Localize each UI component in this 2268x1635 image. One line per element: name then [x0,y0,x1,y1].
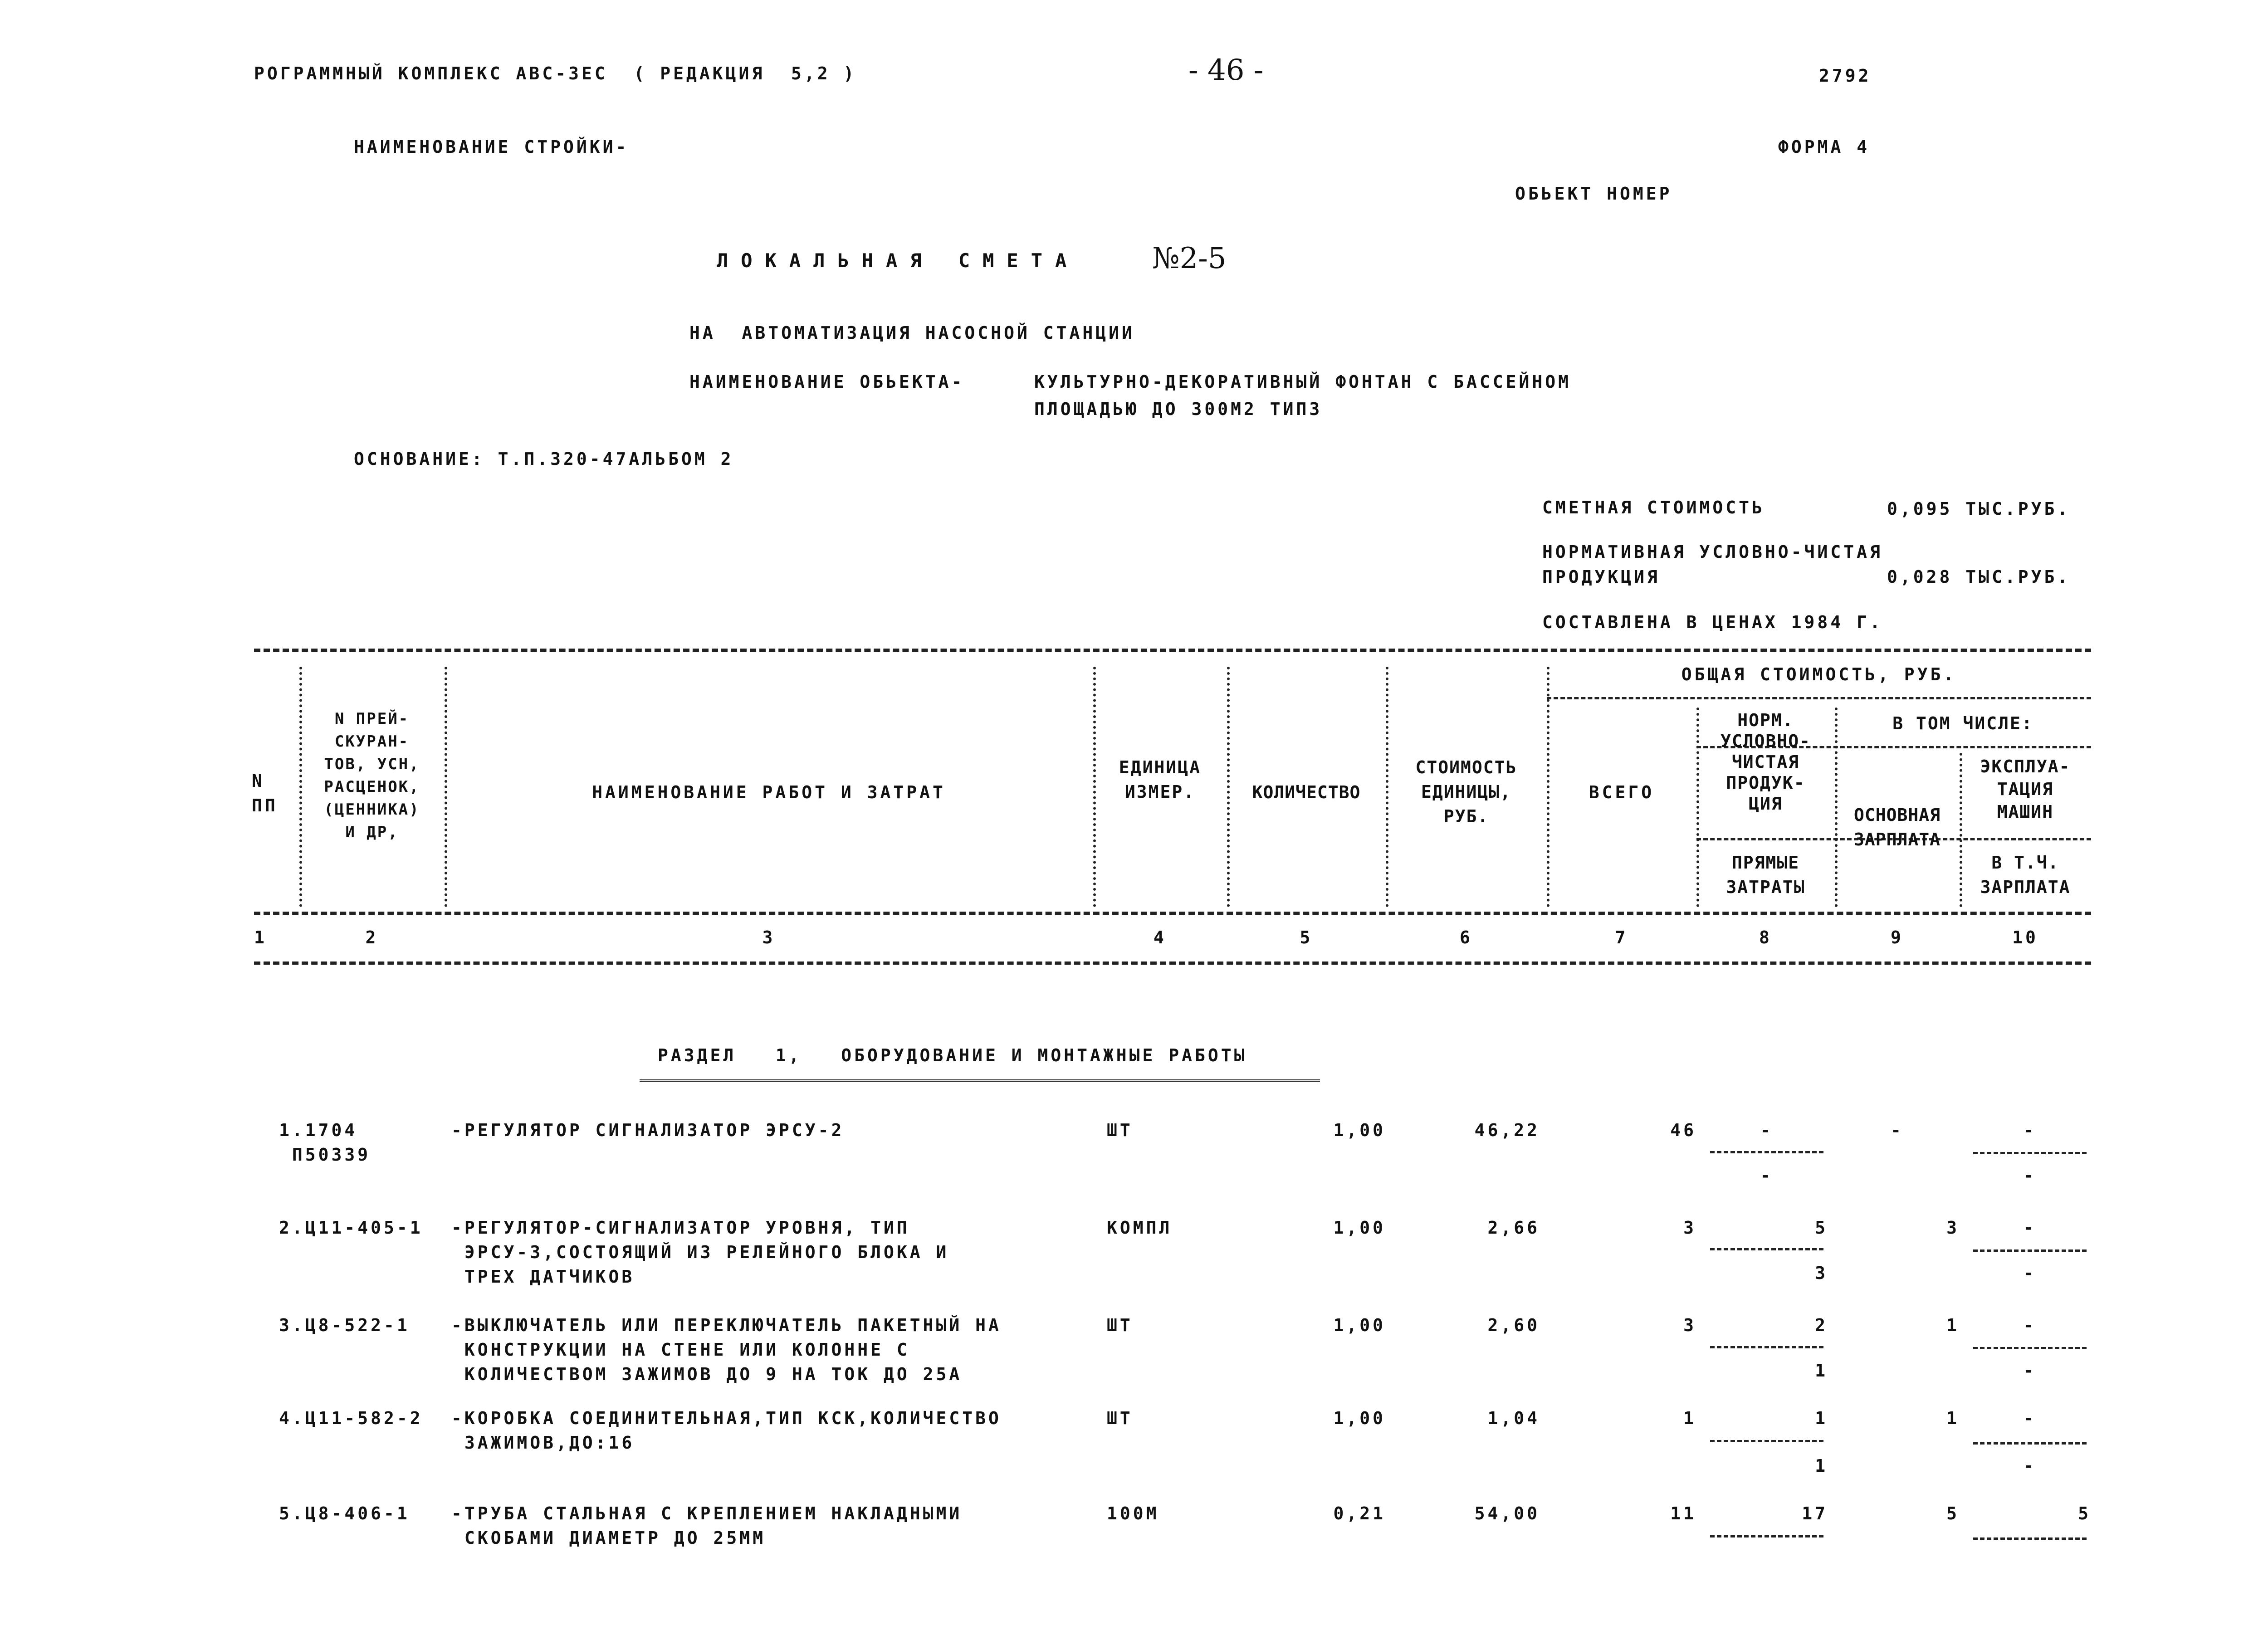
column-number-4: 4 [1154,927,1167,947]
column-number-2: 2 [365,927,379,947]
norm-production-value: 0,028 ТЫС.РУБ. [1887,567,2071,587]
row-unit-cost: 1,04 [1487,1408,1540,1428]
fraction-line [1973,1249,2087,1252]
row-unit-cost: 46,22 [1474,1120,1540,1140]
row-machine-wage: - [2023,1456,2037,1476]
row-code: 2.Ц11-405-1 [279,1218,423,1238]
row-total: 3 [1683,1218,1696,1238]
row-code: 3.Ц8-522-1 [279,1315,410,1335]
row-work-name: -РЕГУЛЯТОР СИГНАЛИЗАТОР ЭРСУ-2 [451,1120,845,1140]
row-total: 3 [1683,1315,1696,1335]
object-number-label: ОБЬЕКТ НОМЕР [1515,184,1672,204]
estimate-title: ЛОКАЛЬНАЯ СМЕТА [717,249,1080,272]
row-machine-operation: - [2023,1218,2037,1238]
table-number-row-rule [254,961,2091,965]
column-number-10: 10 [2012,927,2038,947]
row-norm-production: - [1760,1120,1774,1140]
col-total-header: ВСЕГО [1589,782,1655,802]
estimate-number: №2-5 [1152,242,1227,275]
column-number-9: 9 [1891,927,1904,947]
row-direct-costs: 1 [1815,1456,1828,1476]
row-unit: КОМПЛ [1107,1218,1173,1238]
row-unit: ШТ [1107,1315,1133,1335]
column-number-8: 8 [1759,927,1772,947]
row-norm-production: 17 [1802,1503,1828,1523]
total-cost-group-header: ОБЩАЯ СТОИМОСТЬ, РУБ. [1681,664,1957,684]
total-group-rule [1547,697,2091,699]
estimated-cost-label: СМЕТНАЯ СТОИМОСТЬ [1542,498,1765,517]
fraction-line [1710,1248,1823,1250]
col-norm-production-header: НОРМ. УСЛОВНО- ЧИСТАЯ ПРОДУК- ЦИЯ [1720,710,1811,814]
fraction-line [1710,1346,1823,1348]
row-unit-cost: 54,00 [1474,1503,1540,1523]
row-machine-operation: - [2023,1408,2037,1428]
row-work-name: -ТРУБА СТАЛЬНАЯ С КРЕПЛЕНИЕМ НАКЛАДНЫМИ СКОБАМИ ДИАМЕТР ДО 25ММ [451,1503,963,1548]
row-base-wage: 3 [1946,1218,1960,1238]
row-work-name: -РЕГУЛЯТОР-СИГНАЛИЗАТОР УРОВНЯ, ТИП ЭРСУ-3,СОСТОЯЩИЙ ИЗ РЕЛЕЙНОГО БЛОКА И ТРЕХ ДАТЧИКОВ [451,1218,949,1287]
col-unit-cost-header: СТОИМОСТЬ ЕДИНИЦЫ, РУБ. [1415,757,1517,826]
fraction-line [1973,1442,2087,1445]
row-unit: ШТ [1107,1120,1133,1140]
norm-production-label-1: НОРМАТИВНАЯ УСЛОВНО-ЧИСТАЯ [1542,542,1883,562]
row-machine-operation: - [2023,1120,2037,1140]
row-norm-production: 2 [1815,1315,1828,1335]
row-norm-production: 1 [1815,1408,1828,1428]
row-machine-wage: - [2023,1361,2037,1381]
row-machine-wage: - [2023,1263,2037,1283]
column-number-1: 1 [254,927,267,947]
column-number-6: 6 [1460,927,1473,947]
estimated-cost-value: 0,095 ТЫС.РУБ. [1887,499,2071,519]
row-direct-costs: - [1760,1166,1774,1186]
col-machine-operation-header: ЭКСПЛУА- ТАЦИЯ МАШИН [1980,756,2071,822]
column-separator [445,667,447,907]
row-name-label: НАИМЕНОВАНИЕ СТРОЙКИ- [354,137,629,157]
column-number-3: 3 [762,927,776,947]
row-quantity: 1,00 [1333,1120,1386,1140]
row-norm-production: 5 [1815,1218,1828,1238]
row-base-wage: 5 [1946,1503,1960,1523]
row-code: 4.Ц11-582-2 [279,1408,423,1428]
row-machine-wage: - [2023,1166,2037,1186]
row-direct-costs: 3 [1815,1263,1828,1283]
form-label: ФОРМА 4 [1778,137,1870,157]
row-base-wage: - [1891,1120,1904,1140]
column-number-5: 5 [1300,927,1313,947]
page-number: - 46 - [1188,54,1264,87]
row-quantity: 1,00 [1333,1408,1386,1428]
row-total: 1 [1683,1408,1696,1428]
row-code: 1.1704 П50339 [279,1120,371,1165]
norm-production-label-2: ПРОДУКЦИЯ [1542,567,1660,587]
fraction-line [1710,1535,1823,1537]
fraction-line [1710,1151,1823,1153]
row-code: 5.Ц8-406-1 [279,1503,410,1523]
prices-year: СОСТАВЛЕНА В ЦЕНАХ 1984 Г. [1542,612,1883,632]
row-quantity: 1,00 [1333,1218,1386,1238]
col-number-header: N ПП [252,771,278,815]
row-work-name: -КОРОБКА СОЕДИНИТЕЛЬНАЯ,ТИП КСК,КОЛИЧЕСТВО ЗАЖИМОВ,ДО:16 [451,1408,1002,1453]
in-that-number-header: В ТОМ ЧИСЛЕ: [1892,713,2033,733]
program-header: РОГРАММНЫЙ КОМПЛЕКС АВС-3ЕС ( РЕДАКЦИЯ 5,2 ) [254,63,857,83]
row-base-wage: 1 [1946,1408,1960,1428]
table-header-bottom-rule [254,912,2091,915]
row-quantity: 1,00 [1333,1315,1386,1335]
row-total: 11 [1670,1503,1696,1523]
table-top-rule [254,649,2091,652]
row-unit: 100М [1107,1503,1159,1523]
col-unit-header: ЕДИНИЦА ИЗМЕР. [1119,757,1202,802]
col-quantity-header: КОЛИЧЕСТВО [1252,782,1361,802]
row-machine-operation: - [2023,1315,2037,1335]
column-number-7: 7 [1615,927,1628,947]
estimate-subject: НА АВТОМАТИЗАЦИЯ НАСОСНОЙ СТАНЦИИ [689,323,1135,343]
row-unit: ШТ [1107,1408,1133,1428]
row-total: 46 [1670,1120,1696,1140]
row-unit-cost: 2,66 [1487,1218,1540,1238]
row-unit-cost: 2,60 [1487,1315,1540,1335]
col-price-list-header: N ПРЕЙ- СКУРАН- ТОВ, УСН, РАСЦЕНОК, (ЦЕННИКА) И ДР, [324,710,420,841]
fraction-line [1973,1152,2087,1154]
section-title: РАЗДЕЛ 1, ОБОРУДОВАНИЕ И МОНТАЖНЫЕ РАБОТЫ [658,1045,1247,1065]
col-direct-costs-header: ПРЯМЫЕ ЗАТРАТЫ [1726,853,1805,897]
col-works-header: НАИМЕНОВАНИЕ РАБОТ И ЗАТРАТ [592,782,946,802]
object-name-label: НАИМЕНОВАНИЕ ОБЬЕКТА- [689,372,965,392]
fraction-line [1973,1347,2087,1349]
fraction-line [1973,1537,2087,1540]
col-machine-wage-header: В Т.Ч. ЗАРПЛАТА [1980,853,2071,897]
row-base-wage: 1 [1946,1315,1960,1335]
row-quantity: 0,21 [1333,1503,1386,1523]
document-number: 2792 [1819,66,1872,86]
row-direct-costs: 1 [1815,1361,1828,1381]
object-name-line-1: КУЛЬТУРНО-ДЕКОРАТИВНЫЙ ФОНТАН С БАССЕЙНОМ [1034,372,1571,392]
row-machine-operation: 5 [2078,1503,2091,1523]
basis: ОСНОВАНИЕ: Т.П.320-47АЛЬБОМ 2 [354,449,734,469]
section-title-underline [640,1079,1320,1082]
row-work-name: -ВЫКЛЮЧАТЕЛЬ ИЛИ ПЕРЕКЛЮЧАТЕЛЬ ПАКЕТНЫЙ НА КОНСТРУКЦИИ НА СТЕНЕ ИЛИ КОЛОННЕ С КОЛИЧЕСТВОМ ЗАЖИМОВ ДО 9 НА ТОК ДО 25А [451,1315,1002,1384]
object-name-line-2: ПЛОЩАДЬЮ ДО 300М2 ТИП3 [1034,399,1323,419]
fraction-line [1710,1440,1823,1442]
col-base-wage-header: ОСНОВНАЯ ЗАРПЛАТА [1853,805,1941,849]
